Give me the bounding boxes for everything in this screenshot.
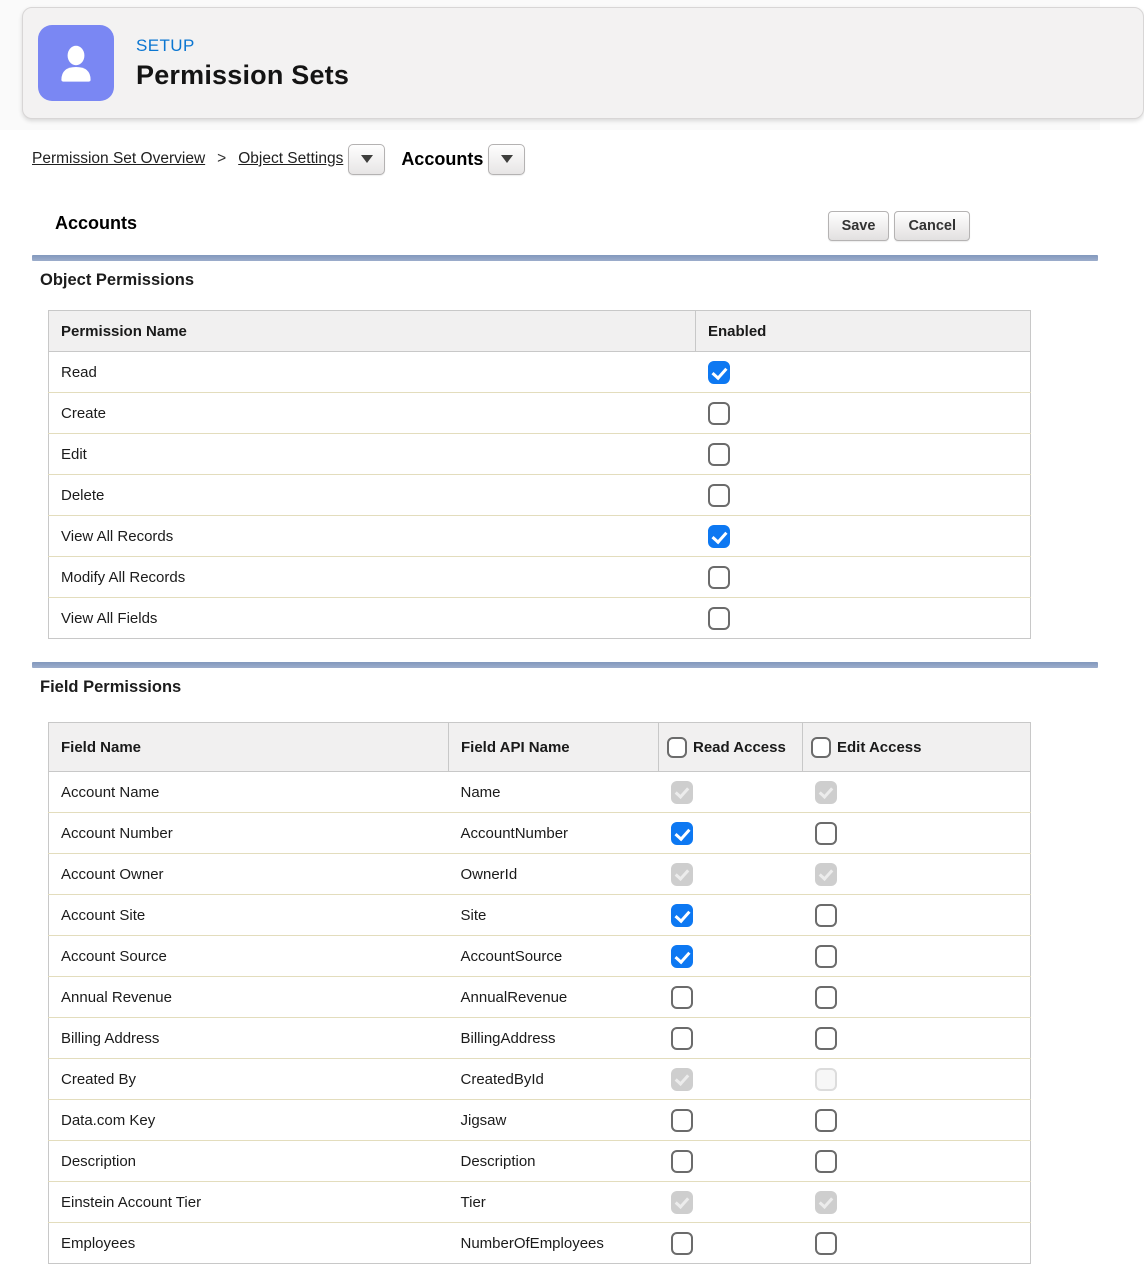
edit-access-cell [803,813,1031,854]
column-header-edit-access: Edit Access [837,738,922,756]
field-permissions-body [49,772,1031,1264]
field-name-cell: Annual Revenue [49,977,449,1018]
read-access-checkbox[interactable] [671,822,693,845]
enabled-checkbox[interactable] [708,361,730,384]
edit-access-checkbox[interactable] [815,822,837,845]
enabled-cell [696,352,1031,393]
permission-name-cell: Modify All Records [49,557,696,598]
field-api-name-cell: OwnerId [449,854,659,895]
edit-access-checkbox[interactable] [815,904,837,927]
user-icon [53,40,99,86]
chevron-down-icon [361,155,373,163]
breadcrumb-permission-set-overview-link[interactable]: Permission Set Overview [32,150,206,167]
field-name-cell: Data.com Key [49,1100,449,1141]
object-permission-row [49,475,1031,516]
edit-access-checkbox[interactable] [815,1109,837,1132]
read-access-checkbox [671,1191,693,1214]
read-access-checkbox [671,1068,693,1091]
column-header-field-name: Field Name [49,723,449,772]
edit-access-cell [803,895,1031,936]
accounts-dropdown-button[interactable] [488,144,525,175]
object-permission-row [49,557,1031,598]
setup-header-card [22,7,1144,119]
field-permissions-heading: Field Permissions [40,678,182,696]
edit-access-checkbox[interactable] [815,1232,837,1255]
edit-access-checkbox [815,1191,837,1214]
read-access-checkbox [671,863,693,886]
read-access-cell [659,1223,803,1264]
breadcrumb-object-settings-link[interactable]: Object Settings [238,150,344,167]
field-api-name-cell: Site [449,895,659,936]
enabled-cell [696,393,1031,434]
field-api-name-cell: Description [449,1141,659,1182]
read-access-cell [659,772,803,813]
edit-access-cell [803,772,1031,813]
permission-name-cell: Create [49,393,696,434]
enabled-checkbox[interactable] [708,566,730,589]
read-access-checkbox[interactable] [671,1150,693,1173]
permission-name-cell: Delete [49,475,696,516]
read-access-cell [659,1141,803,1182]
read-access-cell [659,1182,803,1223]
setup-header-band [0,0,1100,130]
enabled-cell [696,434,1031,475]
read-access-select-all-checkbox[interactable] [667,737,687,758]
edit-access-cell [803,977,1031,1018]
page-title: Permission Sets [136,59,350,90]
edit-access-checkbox[interactable] [815,986,837,1009]
permission-sets-user-icon [38,25,114,101]
read-access-cell [659,895,803,936]
setup-eyebrow: SETUP [136,35,195,55]
edit-access-checkbox[interactable] [815,1027,837,1050]
field-name-cell: Employees [49,1223,449,1264]
object-permissions-body [49,352,1031,639]
edit-access-checkbox [815,781,837,804]
field-permission-row [49,854,1031,895]
field-permission-row [49,1100,1031,1141]
section-divider [32,662,1098,668]
permission-name-cell: View All Records [49,516,696,557]
read-access-checkbox[interactable] [671,1109,693,1132]
field-api-name-cell: AccountNumber [449,813,659,854]
field-permission-row [49,1223,1031,1264]
breadcrumb [32,143,525,175]
enabled-cell [696,475,1031,516]
field-name-cell: Account Site [49,895,449,936]
field-permission-row [49,1182,1031,1223]
read-access-checkbox[interactable] [671,1232,693,1255]
field-api-name-cell: BillingAddress [449,1018,659,1059]
edit-access-checkbox[interactable] [815,945,837,968]
read-access-cell [659,813,803,854]
object-permissions-table [48,310,1031,639]
read-access-cell [659,1059,803,1100]
field-api-name-cell: AccountSource [449,936,659,977]
field-api-name-cell: Jigsaw [449,1100,659,1141]
read-access-checkbox [671,781,693,804]
read-access-cell [659,936,803,977]
section-divider [32,255,1098,261]
column-header-read-access: Read Access [693,738,786,756]
field-permission-row [49,1141,1031,1182]
field-permission-row [49,936,1031,977]
field-name-cell: Description [49,1141,449,1182]
enabled-cell [696,598,1031,639]
enabled-checkbox[interactable] [708,443,730,466]
field-permission-row [49,772,1031,813]
permission-name-cell: Read [61,363,97,381]
field-name-cell: Einstein Account Tier [49,1182,449,1223]
enabled-checkbox[interactable] [708,484,730,507]
edit-access-cell [803,1182,1031,1223]
enabled-cell [696,516,1031,557]
permission-name-cell: View All Fields [49,598,696,639]
column-header-permission-name: Permission Name [49,311,696,352]
edit-access-cell [803,1059,1031,1100]
object-permissions-heading: Object Permissions [40,271,195,289]
field-permissions-table [48,722,1031,1264]
column-header-field-api-name: Field API Name [449,723,659,772]
edit-access-cell [803,854,1031,895]
field-api-name-cell: Name [460,783,501,801]
edit-access-cell [803,936,1031,977]
edit-access-cell [803,1141,1031,1182]
field-permission-row [49,1059,1031,1100]
read-access-cell [659,1100,803,1141]
edit-access-select-all-checkbox[interactable] [811,737,831,758]
object-settings-dropdown-button[interactable] [348,144,385,175]
save-button[interactable]: Save [828,211,890,241]
field-name-cell: Account Name [61,783,160,801]
enabled-cell [696,557,1031,598]
field-api-name-cell: NumberOfEmployees [449,1223,659,1264]
field-name-cell: Account Source [49,936,449,977]
read-access-cell [659,854,803,895]
read-access-cell [659,977,803,1018]
breadcrumb-separator: > [217,150,227,167]
field-name-cell: Created By [49,1059,449,1100]
column-header-enabled: Enabled [696,311,1031,352]
object-permission-row [49,516,1031,557]
toolbar-buttons [828,211,970,241]
edit-access-checkbox [815,1068,837,1091]
object-permission-row [49,434,1031,475]
enabled-checkbox[interactable] [708,525,730,548]
read-access-checkbox[interactable] [671,945,693,968]
field-name-cell: Billing Address [49,1018,449,1059]
field-permission-row [49,1018,1031,1059]
enabled-checkbox[interactable] [708,607,730,630]
edit-access-cell [803,1018,1031,1059]
field-permission-row [49,977,1031,1018]
field-name-cell: Account Owner [49,854,449,895]
read-access-checkbox[interactable] [671,1027,693,1050]
chevron-down-icon [501,155,513,163]
field-permission-row [49,895,1031,936]
field-name-cell: Account Number [49,813,449,854]
object-permission-row [49,598,1031,639]
read-access-checkbox[interactable] [671,986,693,1009]
edit-access-cell [803,1223,1031,1264]
field-api-name-cell: CreatedById [449,1059,659,1100]
read-access-checkbox[interactable] [671,904,693,927]
edit-access-checkbox[interactable] [815,1150,837,1173]
object-title: Accounts [55,213,138,233]
read-access-cell [659,1018,803,1059]
field-permission-row [49,813,1031,854]
field-api-name-cell: Tier [449,1182,659,1223]
object-permission-row [49,393,1031,434]
edit-access-cell [803,1100,1031,1141]
breadcrumb-current-object: Accounts [401,148,484,169]
enabled-checkbox[interactable] [708,402,730,425]
edit-access-checkbox [815,863,837,886]
cancel-button[interactable]: Cancel [894,211,970,241]
field-api-name-cell: AnnualRevenue [449,977,659,1018]
object-permission-row [49,352,1031,393]
permission-name-cell: Edit [49,434,696,475]
